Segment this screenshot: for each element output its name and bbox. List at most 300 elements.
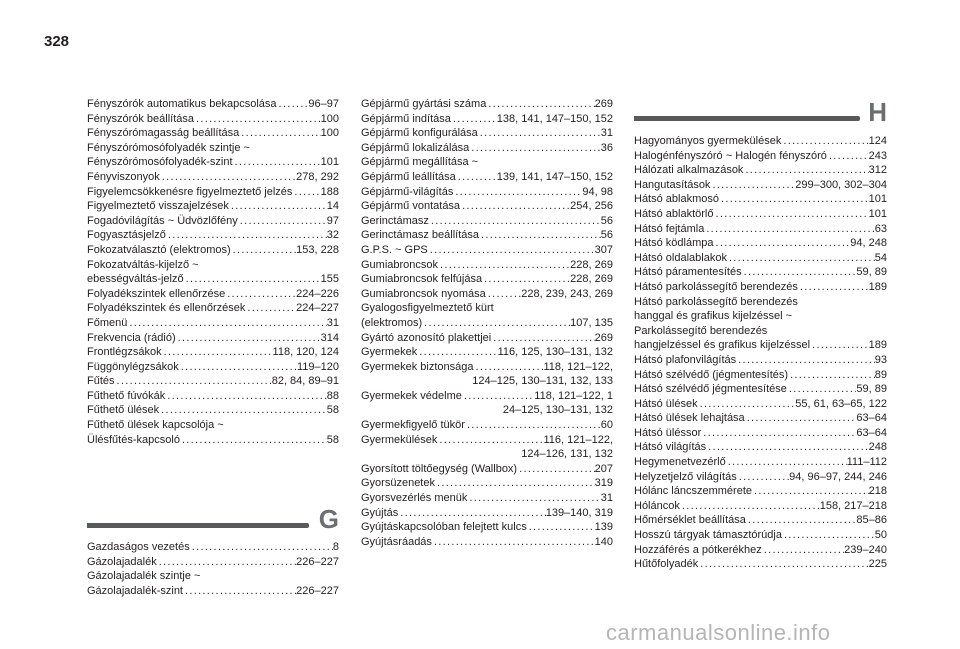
page-references: 269 — [594, 98, 613, 110]
page-references: 58 — [326, 433, 339, 446]
index-entry — [634, 207, 887, 222]
page-references: 59, 89 — [856, 383, 887, 396]
index-entry — [634, 222, 887, 237]
index-entry — [361, 199, 613, 214]
page-references: 254, 256 — [570, 200, 613, 213]
dot-leader — [162, 345, 273, 360]
index-entry — [361, 389, 613, 404]
index-entry — [87, 112, 339, 127]
page-references: 63–64 — [856, 412, 887, 425]
index-entry — [361, 462, 613, 477]
index-entry — [87, 584, 339, 599]
page-references: 50 — [874, 529, 887, 542]
index-term: Hátsó parkolássegítő berendezés — [634, 280, 798, 293]
index-term: Hátsó üléssor — [634, 426, 702, 439]
dot-leader — [474, 360, 544, 375]
index-entry — [87, 126, 339, 141]
index-term: G.P.S. ~ GPS — [361, 243, 428, 256]
index-term: hangjelzéssel és grafikus kijelzéssel — [634, 339, 811, 352]
dot-leader — [229, 199, 327, 214]
index-term: Frekvencia (rádió) — [87, 331, 176, 344]
dot-leader — [517, 462, 595, 477]
index-entry — [634, 470, 887, 485]
index-term: Hátsó páramentesítés — [634, 266, 742, 279]
page-references: 226–227 — [296, 555, 339, 568]
index-term: Figyelmeztető visszajelzések — [87, 200, 229, 213]
page-references: 139, 141, 147–150, 152 — [496, 170, 613, 183]
page-references: 89 — [874, 368, 887, 381]
page-references: 299–300, 302–304 — [795, 178, 887, 191]
index-entry — [361, 418, 613, 433]
index-entry — [87, 374, 339, 389]
index-term: Hátsó ablakmosó — [634, 193, 719, 206]
index-entry — [361, 97, 613, 112]
index-entry — [361, 476, 613, 491]
dot-leader — [704, 222, 874, 237]
index-term: Gépjármű vontatása — [361, 200, 461, 213]
dot-leader — [417, 345, 497, 360]
index-term: Fényszórók automatikus bekapcsolása — [87, 98, 277, 110]
dot-leader — [233, 155, 321, 170]
index-term: Hosszú tárgyak támasztórúdja — [634, 529, 782, 542]
index-term: Hátsó szélvédő jégmentesítése — [634, 383, 787, 396]
index-entry — [361, 491, 613, 506]
page-references: 31 — [326, 316, 339, 329]
index-term: Hátsó ülések — [634, 397, 698, 410]
dot-leader — [166, 228, 327, 243]
section-letter: H — [868, 97, 887, 127]
index-entry — [87, 433, 339, 448]
dot-leader — [680, 499, 820, 514]
index-term: Fogyasztásjelző — [87, 229, 166, 242]
index-term: Hangutasítások — [634, 178, 711, 191]
dot-leader — [277, 97, 309, 112]
dot-leader — [438, 258, 570, 273]
index-entry — [634, 499, 887, 514]
index-term: Fényszórómagasság beállítása — [87, 127, 240, 140]
index-entry — [634, 513, 887, 528]
index-term: Hegymenetvezérlő — [634, 456, 726, 469]
index-term: Hűtőfolyadék — [634, 558, 699, 571]
index-entry — [87, 403, 339, 418]
index-entry — [634, 528, 887, 543]
index-term: Gyermekek védelme — [361, 389, 462, 402]
dot-leader — [527, 520, 595, 535]
page-references: 314 — [320, 331, 339, 344]
index-column-h — [634, 134, 887, 572]
index-entry-line: Fényszórómosófolyadék szintje ~ — [87, 141, 250, 154]
index-term: Gumiabroncsok nyomása — [361, 287, 486, 300]
index-term: Gyermekfigyelő tükör — [361, 419, 465, 432]
page-references: 31 — [600, 127, 613, 140]
index-entry — [361, 126, 613, 141]
page-references: 94, 98 — [582, 185, 613, 198]
page-references: 94, 248 — [850, 237, 887, 250]
index-term: Gyermekek biztonsága — [361, 360, 474, 373]
dot-leader — [827, 149, 869, 164]
page-references: 116, 125, 130–131, 132 — [497, 346, 613, 359]
index-term: (elektromos) — [361, 316, 423, 329]
dot-leader — [482, 272, 570, 287]
index-term: Függönylégzsákok — [87, 360, 179, 373]
index-column-g — [87, 540, 339, 598]
index-term: Gyorsüzenetek — [361, 477, 435, 490]
page-references: 228, 269 — [570, 273, 613, 286]
page-references: 93 — [874, 353, 887, 366]
dot-leader — [160, 170, 296, 185]
page-references: 239–240 — [844, 543, 887, 556]
index-entry — [634, 178, 887, 193]
dot-leader — [698, 557, 868, 572]
index-entry — [361, 228, 613, 243]
page-references: 155 — [320, 273, 339, 286]
index-entry — [634, 134, 887, 149]
dot-leader — [752, 484, 869, 499]
index-term: Hátsó ködlámpa — [634, 237, 714, 250]
dot-leader — [701, 426, 856, 441]
dot-leader — [781, 134, 868, 149]
page-references: 82, 84, 89–91 — [271, 375, 339, 388]
index-entry — [634, 455, 887, 470]
page-references: 59, 89 — [856, 266, 887, 279]
page-references: 124 — [868, 135, 887, 147]
dot-leader — [698, 397, 796, 412]
index-term: Fokozatválasztó (elektromos) — [87, 243, 231, 256]
index-entry — [87, 555, 339, 570]
index-entry — [634, 426, 887, 441]
page-references: 228, 239, 243, 269 — [521, 287, 613, 300]
index-entry — [634, 192, 887, 207]
page-references: 158, 217–218 — [819, 499, 887, 512]
index-entry — [634, 149, 887, 164]
dot-leader — [737, 470, 789, 485]
page-references-continued: 24–125, 130–131, 132 — [502, 404, 613, 417]
page-references: 107, 135 — [570, 316, 613, 329]
index-term: Fogadóvilágítás ~ Üdvözlőfény — [87, 214, 238, 227]
index-entry — [361, 360, 613, 375]
index-entry — [361, 520, 613, 535]
index-entry-line: hanggal és grafikus kijelzéssel ~ — [634, 310, 793, 323]
dot-leader — [292, 185, 320, 200]
dot-leader — [788, 368, 875, 383]
index-entry — [634, 265, 887, 280]
index-entry — [361, 433, 613, 448]
dot-leader — [225, 287, 296, 302]
index-column-g-continued — [361, 97, 613, 549]
dot-leader — [184, 272, 321, 287]
index-term: Gépjármű-világítás — [361, 185, 454, 198]
index-entry — [87, 316, 339, 331]
index-entry-line: Gázolajadalék szintje ~ — [87, 570, 201, 583]
index-term: Gyermekek — [361, 346, 418, 359]
page-references: 63 — [874, 222, 887, 235]
index-entry — [634, 484, 887, 499]
index-entry — [87, 287, 339, 302]
page-number: 328 — [44, 33, 70, 50]
index-term: Fényviszonyok — [87, 170, 160, 183]
page-references: 14 — [326, 200, 339, 213]
index-entry — [87, 272, 339, 287]
index-entry — [634, 440, 887, 455]
index-entry — [634, 163, 887, 178]
dot-leader — [238, 214, 327, 229]
index-term: Fényszórók beállítása — [87, 112, 194, 125]
section-letter: G — [318, 504, 339, 534]
index-term: Gépjármű gyártási száma — [361, 98, 487, 110]
index-entry-line: Hátsó parkolássegítő berendezés — [634, 295, 798, 308]
dot-leader — [451, 112, 497, 127]
section-rule — [87, 523, 309, 528]
index-term: Hátsó fejtámla — [634, 222, 705, 235]
dot-leader — [810, 338, 869, 353]
dot-leader — [762, 543, 844, 558]
page-references: 248 — [868, 441, 887, 454]
dot-leader — [460, 199, 570, 214]
index-term: Gépjármű konfigurálása — [361, 127, 478, 140]
page-references: 116, 121–122, — [543, 433, 613, 446]
page-references: 228, 269 — [570, 258, 613, 271]
index-entry — [361, 141, 613, 156]
page-references: 218 — [868, 485, 887, 498]
page-references: 269 — [594, 331, 613, 344]
dot-leader — [706, 440, 868, 455]
page-references: 55, 61, 63–65, 122 — [795, 397, 887, 410]
page-references: 139–140, 319 — [545, 506, 613, 519]
index-term: Hátsó ablaktörlő — [634, 207, 714, 220]
page-references-continued: 124–126, 131, 132 — [521, 448, 613, 461]
index-entry-line: Fokozatváltás-kijelző ~ — [87, 258, 199, 271]
dot-leader — [190, 540, 333, 555]
dot-leader — [239, 126, 320, 141]
index-entry — [87, 199, 339, 214]
index-entry — [87, 345, 339, 360]
index-term: Gyermekülések — [361, 433, 438, 446]
index-term: Gépjármű indítása — [361, 112, 451, 125]
index-term: Gázolajadalék — [87, 555, 157, 568]
dot-leader — [194, 112, 321, 127]
dot-leader — [428, 243, 595, 258]
watermark: carmanualsonline.info — [606, 620, 831, 645]
index-term: Helyzetjelző világítás — [634, 470, 737, 483]
dot-leader — [467, 491, 600, 506]
page-references: 32 — [326, 229, 339, 242]
index-entry — [634, 236, 887, 251]
index-entry — [634, 368, 887, 383]
page-references: 31 — [600, 492, 613, 505]
index-entry — [361, 214, 613, 229]
index-entry — [361, 331, 613, 346]
index-entry — [361, 112, 613, 127]
index-term: Gépjármű leállítása — [361, 170, 456, 183]
index-term: Hálózati alkalmazások — [634, 164, 744, 177]
page-references: 100 — [320, 127, 339, 140]
index-term: Hátsó oldalablakok — [634, 251, 727, 264]
dot-leader — [746, 513, 857, 528]
dot-leader — [231, 243, 297, 258]
index-entry — [634, 382, 887, 397]
page-references: 96–97 — [308, 98, 339, 110]
index-term: ebességváltás-jelző — [87, 273, 184, 286]
index-term: Gépjármű lokalizálása — [361, 141, 470, 154]
index-entry — [87, 214, 339, 229]
page-references: 189 — [868, 280, 887, 293]
page-references: 88 — [326, 389, 339, 402]
index-entry — [87, 331, 339, 346]
index-term: Ülésfűtés-kapcsoló — [87, 433, 180, 446]
index-term: Hóláncok — [634, 499, 680, 512]
dot-leader — [491, 331, 594, 346]
index-term: Gazdaságos vezetés — [87, 541, 190, 553]
page-references: 85–86 — [856, 514, 887, 527]
index-term: Hátsó szélvédő (jégmentesítés) — [634, 368, 789, 381]
index-term: Gumiabroncsok — [361, 258, 439, 271]
index-term: Főmenü — [87, 316, 128, 329]
page-references: 56 — [600, 214, 613, 227]
index-entry — [634, 411, 887, 426]
index-entry — [634, 280, 887, 295]
page-references: 225 — [868, 558, 887, 571]
index-term: Hozzáférés a pótkerékhez — [634, 543, 762, 556]
index-entry — [87, 243, 339, 258]
page-references-continued: 124–125, 130–131, 132, 133 — [472, 375, 613, 388]
dot-leader — [478, 126, 601, 141]
dot-leader — [465, 418, 601, 433]
dot-leader — [486, 287, 522, 302]
index-entry — [87, 155, 339, 170]
index-term: Halogénfényszóró ~ Halogén fényszóró — [634, 149, 827, 162]
index-entry — [87, 360, 339, 375]
dot-leader — [456, 170, 497, 185]
dot-leader — [179, 360, 297, 375]
index-column-f — [87, 97, 339, 447]
page-references: 224–226 — [296, 287, 339, 300]
page-references: 153, 228 — [296, 243, 339, 256]
index-entry — [87, 301, 339, 316]
dot-leader — [742, 265, 857, 280]
dot-leader — [245, 301, 296, 316]
index-entry — [361, 272, 613, 287]
index-entry — [87, 170, 339, 185]
page-references: 226–227 — [296, 584, 339, 597]
dot-leader — [429, 214, 601, 229]
dot-leader — [798, 280, 869, 295]
index-entry — [634, 397, 887, 412]
page-references: 118, 120, 124 — [272, 346, 339, 359]
page-references: 118, 121–122, — [543, 360, 613, 373]
dot-leader — [398, 506, 545, 521]
page-references: 140 — [594, 535, 613, 548]
index-entry — [361, 170, 613, 185]
index-term: Gyorsvezérlés menük — [361, 492, 468, 505]
page-references: 8 — [332, 541, 339, 553]
index-term: Fényszórómosófolyadék-szint — [87, 156, 233, 169]
dot-leader — [183, 584, 296, 599]
index-entry — [361, 316, 613, 331]
section-rule — [634, 116, 860, 121]
dot-leader — [435, 476, 595, 491]
page-references: 243 — [868, 149, 887, 162]
page-references: 100 — [320, 112, 339, 125]
index-entry — [87, 185, 339, 200]
index-term: Hőmérséklet beállítása — [634, 514, 746, 527]
page-references: 97 — [326, 214, 339, 227]
index-term: Gyújtásráadás — [361, 535, 432, 548]
index-entry-line: Gépjármű megállítása ~ — [361, 156, 479, 169]
page-references: 60 — [600, 419, 613, 432]
page-references: 63–64 — [856, 426, 887, 439]
page-references: 36 — [600, 141, 613, 154]
index-entry-line: Fűthető ülések kapcsolója ~ — [87, 419, 224, 432]
index-term: Folyadékszintek ellenőrzése — [87, 287, 226, 300]
page-references: 188 — [320, 185, 339, 198]
dot-leader — [479, 228, 601, 243]
index-entry — [87, 389, 339, 404]
index-entry — [361, 345, 613, 360]
dot-leader — [432, 535, 595, 550]
dot-leader — [719, 192, 869, 207]
index-term: Folyadékszintek és ellenőrzések — [87, 302, 246, 315]
dot-leader — [453, 185, 582, 200]
dot-leader — [180, 433, 327, 448]
index-term: Gerinctámasz beállítása — [361, 229, 479, 242]
index-term: Hagyományos gyermekülések — [634, 135, 782, 147]
page-references: 189 — [868, 339, 887, 352]
page-references: 312 — [868, 164, 887, 177]
page-references: 56 — [600, 229, 613, 242]
dot-leader — [710, 178, 795, 193]
index-entry-line: Gyalogosfigyelmeztető kürt — [361, 302, 494, 315]
index-entry — [634, 251, 887, 266]
index-entry — [634, 338, 887, 353]
dot-leader — [745, 411, 857, 426]
dot-leader — [462, 389, 534, 404]
page-references: 101 — [320, 156, 339, 169]
index-entry — [361, 287, 613, 302]
page-references: 101 — [868, 193, 887, 206]
page-references: 139 — [594, 521, 613, 534]
index-term: Gerinctámasz — [361, 214, 429, 227]
index-term: Gázolajadalék-szint — [87, 584, 183, 597]
index-term: Gyújtáskapcsolóban felejtett kulcs — [361, 521, 527, 534]
index-entry — [361, 243, 613, 258]
index-entry-line: Parkolássegítő berendezés — [634, 324, 768, 337]
dot-leader — [726, 455, 847, 470]
index-entry — [87, 540, 339, 555]
index-term: Fűthető ülések — [87, 404, 160, 417]
dot-leader — [486, 97, 594, 112]
page-references: 278, 292 — [296, 170, 339, 183]
index-term: Gumiabroncsok felfújása — [361, 273, 483, 286]
page-references: 101 — [868, 207, 887, 220]
index-term: Hátsó világítás — [634, 441, 707, 454]
dot-leader — [176, 331, 321, 346]
dot-leader — [157, 555, 296, 570]
index-term: Gyorsított töltőegység (Wallbox) — [361, 462, 518, 475]
dot-leader — [714, 236, 851, 251]
page-references: 118, 121–122, 1 — [534, 389, 613, 402]
dot-leader — [714, 207, 869, 222]
page-references: 94, 96–97, 244, 246 — [789, 470, 887, 483]
dot-leader — [787, 382, 857, 397]
page-references: 58 — [326, 404, 339, 417]
dot-leader — [115, 374, 272, 389]
index-term: Hólánc láncszemmérete — [634, 485, 752, 498]
index-entry — [361, 258, 613, 273]
index-entry — [361, 185, 613, 200]
index-entry — [361, 535, 613, 550]
dot-leader — [437, 433, 543, 448]
page-references: 138, 141, 147–150, 152 — [496, 112, 613, 125]
